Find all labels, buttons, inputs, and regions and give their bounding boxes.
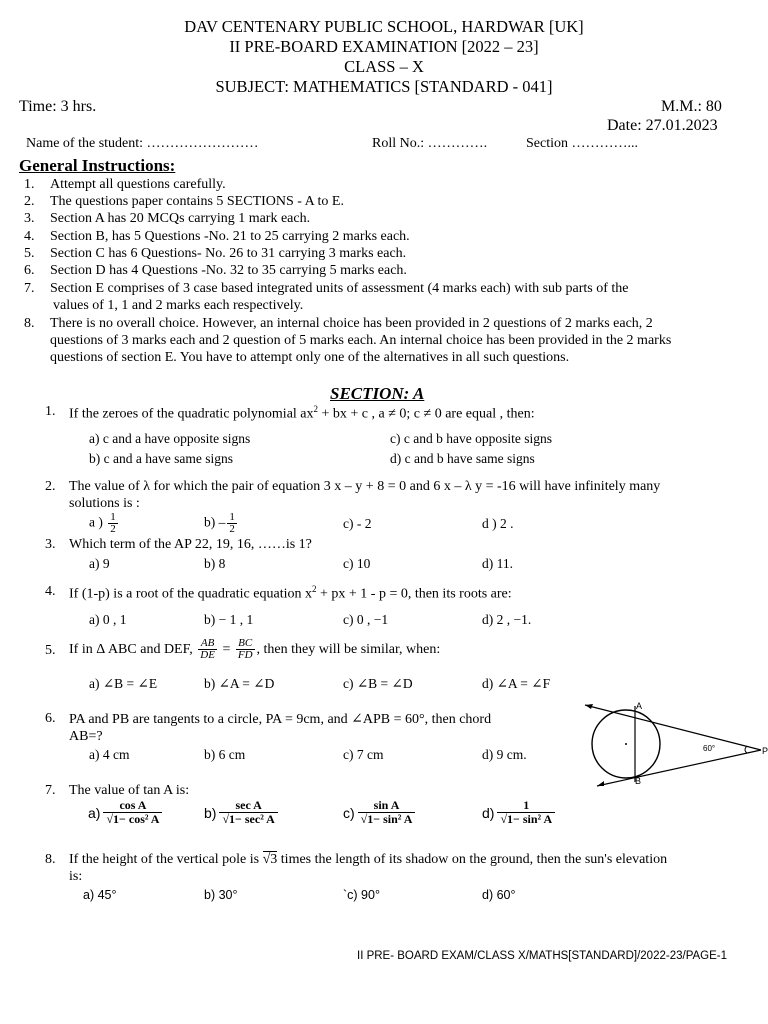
q2-option-d: d ) 2 . [482, 516, 514, 531]
exam-date: Date: 27.01.2023 [607, 117, 718, 134]
q7-option-b [204, 799, 278, 826]
instruction-text: Section B, has 5 Questions -No. 21 to 25 carrying 2 marks each. [50, 229, 410, 244]
q1-option-a: a) c and a have opposite signs [89, 431, 251, 446]
q2-option-c: c) - 2 [343, 516, 372, 531]
q4-option-b: b) − 1 , 1 [204, 612, 254, 627]
q3-number: 3. [45, 537, 56, 552]
fraction-denominator: √1− sec² A [222, 812, 275, 826]
q6-number: 6. [45, 711, 56, 726]
q8-text: If the height of the vertical pole is √3 times the length of its shadow on the ground, then the sun's elevation [69, 852, 668, 867]
q8-option-d: d) 60° [482, 888, 516, 902]
q6-text: PA and PB are tangents to a circle, PA = 9cm, and ∠APB = 60°, then chord [69, 712, 492, 727]
q7-option-d [482, 799, 555, 826]
q5-option-b: b) ∠A = ∠D [204, 676, 275, 691]
tangent-pb [597, 750, 761, 786]
q7-option-c [343, 799, 415, 826]
option-label: c) [343, 804, 355, 821]
q1-text: If the zeroes of the quadratic polynomial $ax^2$ + bx + c , a ≠ 0; c ≠ 0 are equal , then: [69, 404, 535, 422]
label-b: B [635, 776, 642, 786]
q6-option-b: b) 6 cm [204, 747, 246, 762]
instruction-number: 6. [24, 263, 35, 278]
q1-option-c: c) c and b have opposite signs [390, 431, 552, 446]
instruction-text: There is no overall choice. However, an internal choice has been provided in 2 questions of 2 marks each, 2 [50, 316, 653, 331]
time-label: Time: 3 hrs. [19, 98, 97, 115]
q6-option-a: a) 4 cm [89, 747, 130, 762]
q4-option-a: a) 0 , 1 [89, 612, 127, 627]
instruction-number: 2. [24, 194, 35, 209]
option-label: a) [88, 804, 101, 821]
instruction-number: 5. [24, 246, 35, 261]
q5-option-a: a) ∠B = ∠E [89, 676, 158, 691]
q1-option-b: b) c and a have same signs [89, 451, 233, 466]
q6-option-c: c) 7 cm [343, 747, 384, 762]
q3-option-a: a) 9 [89, 556, 110, 571]
subject-title: SUBJECT: MATHEMATICS [STANDARD - 041] [215, 77, 553, 96]
q2-option-b: b) – $\frac{1}{2}$ [204, 511, 235, 535]
instruction-number: 4. [24, 229, 35, 244]
q8-option-a: a) 45° [83, 888, 117, 902]
tangent-circle-figure [583, 696, 768, 788]
q5-option-c: c) ∠B = ∠D [343, 676, 413, 691]
q4-option-c: c) 0 , −1 [343, 612, 389, 627]
q7-text: The value of tan A is: [69, 783, 190, 798]
angle-arc [745, 746, 747, 753]
instruction-text: Section A has 20 MCQs carrying 1 mark each. [50, 211, 311, 226]
q7-option-a [88, 799, 162, 826]
q8-text-cont: is: [69, 869, 83, 884]
instruction-number: 7. [24, 281, 35, 296]
class-title: CLASS – X [344, 57, 424, 76]
q8-option-b: b) 30° [204, 888, 238, 902]
q6-option-d: d) 9 cm. [482, 747, 527, 762]
q3-text: Which term of the AP 22, 19, 16, ……is 1? [69, 537, 312, 552]
fraction-numerator: sec A [219, 799, 277, 813]
section-a-title: SECTION: A [330, 384, 425, 403]
q8-number: 8. [45, 852, 56, 867]
q3-option-b: b) 8 [204, 556, 226, 571]
q2-option-a: a ) $\frac{1}{2}$ [89, 511, 116, 535]
q4-option-d: d) 2 , −1. [482, 612, 532, 627]
instruction-number: 1. [24, 177, 35, 192]
q2-text: The value of λ for which the pair of equation 3 x – y + 8 = 0 and 6 x – λ y = -16 will have infinitely many [69, 479, 661, 494]
instruction-text-cont: questions of 3 marks each and 2 question of 5 marks each. An internal choice has been provided in the 2 marks [50, 333, 672, 348]
q4-text: If (1-p) is a root of the quadratic equation $x^2$ + px + 1 - p = 0, then its roots are: [69, 584, 512, 602]
centre-dot [625, 743, 627, 745]
instruction-number: 8. [24, 316, 35, 331]
label-angle: 60° [703, 744, 716, 753]
q4-number: 4. [45, 584, 56, 599]
instruction-text: Section E comprises of 3 case based integrated units of assessment (4 marks each) with sub parts of the [50, 281, 629, 296]
q8-option-c: `c) 90° [343, 888, 380, 902]
instruction-text-cont: values of 1, 1 and 2 marks each respectively. [53, 298, 304, 313]
fraction-denominator: √1− sin² A [500, 812, 553, 826]
q3-option-d: d) 11. [482, 556, 513, 571]
instruction-text: Attempt all questions carefully. [50, 177, 226, 192]
q5-number: 5. [45, 643, 56, 658]
fraction-denominator: √1− cos² A [106, 812, 160, 826]
q2-number: 2. [45, 479, 56, 494]
option-label: d) [482, 804, 495, 821]
option-label: b) [204, 804, 217, 821]
fraction-numerator: sin A [358, 799, 416, 813]
roll-no-field: Roll No.: …………. [372, 136, 488, 151]
school-name: DAV CENTENARY PUBLIC SCHOOL, HARDWAR [UK] [184, 17, 584, 36]
instruction-text: The questions paper contains 5 SECTIONS - A to E. [50, 194, 344, 209]
max-marks: M.M.: 80 [661, 98, 722, 115]
fraction-numerator: 1 [497, 799, 555, 813]
student-name-field: Name of the student: …………………… [26, 136, 259, 151]
instruction-text-cont: questions of section E. You have to attempt only one of the alternatives in all such questions. [50, 350, 570, 365]
instruction-text: Section D has 4 Questions -No. 32 to 35 carrying 5 marks each. [50, 263, 407, 278]
page-footer: II PRE- BOARD EXAM/CLASS X/MATHS[STANDARD]/2022-23/PAGE-1 [357, 950, 728, 962]
q1-option-d: d) c and b have same signs [390, 451, 535, 466]
label-a: A [636, 701, 643, 711]
instructions-title: General Instructions: [19, 156, 176, 175]
q1-number: 1. [45, 404, 56, 419]
q5-option-d: d) ∠A = ∠F [482, 676, 551, 691]
q3-option-c: c) 10 [343, 556, 371, 571]
instruction-number: 3. [24, 211, 35, 226]
exam-title: II PRE-BOARD EXAMINATION [2022 – 23] [229, 37, 539, 56]
q2-text-cont: solutions is : [69, 496, 140, 511]
label-p: P [762, 746, 768, 756]
fraction-denominator: √1− sin² A [360, 812, 413, 826]
q7-number: 7. [45, 783, 56, 798]
tangent-pa [585, 705, 761, 750]
section-field: Section …………... [526, 136, 638, 151]
q5-text: If in Δ ABC and DEF, $\frac{AB}{DE}$ = $\frac{BC}{FD}$ , then they will be similar, when: [69, 637, 441, 662]
instruction-text: Section C has 6 Questions- No. 26 to 31 carrying 3 marks each. [50, 246, 407, 261]
q6-text-cont: AB=? [69, 729, 103, 744]
fraction-numerator: cos A [103, 799, 162, 813]
